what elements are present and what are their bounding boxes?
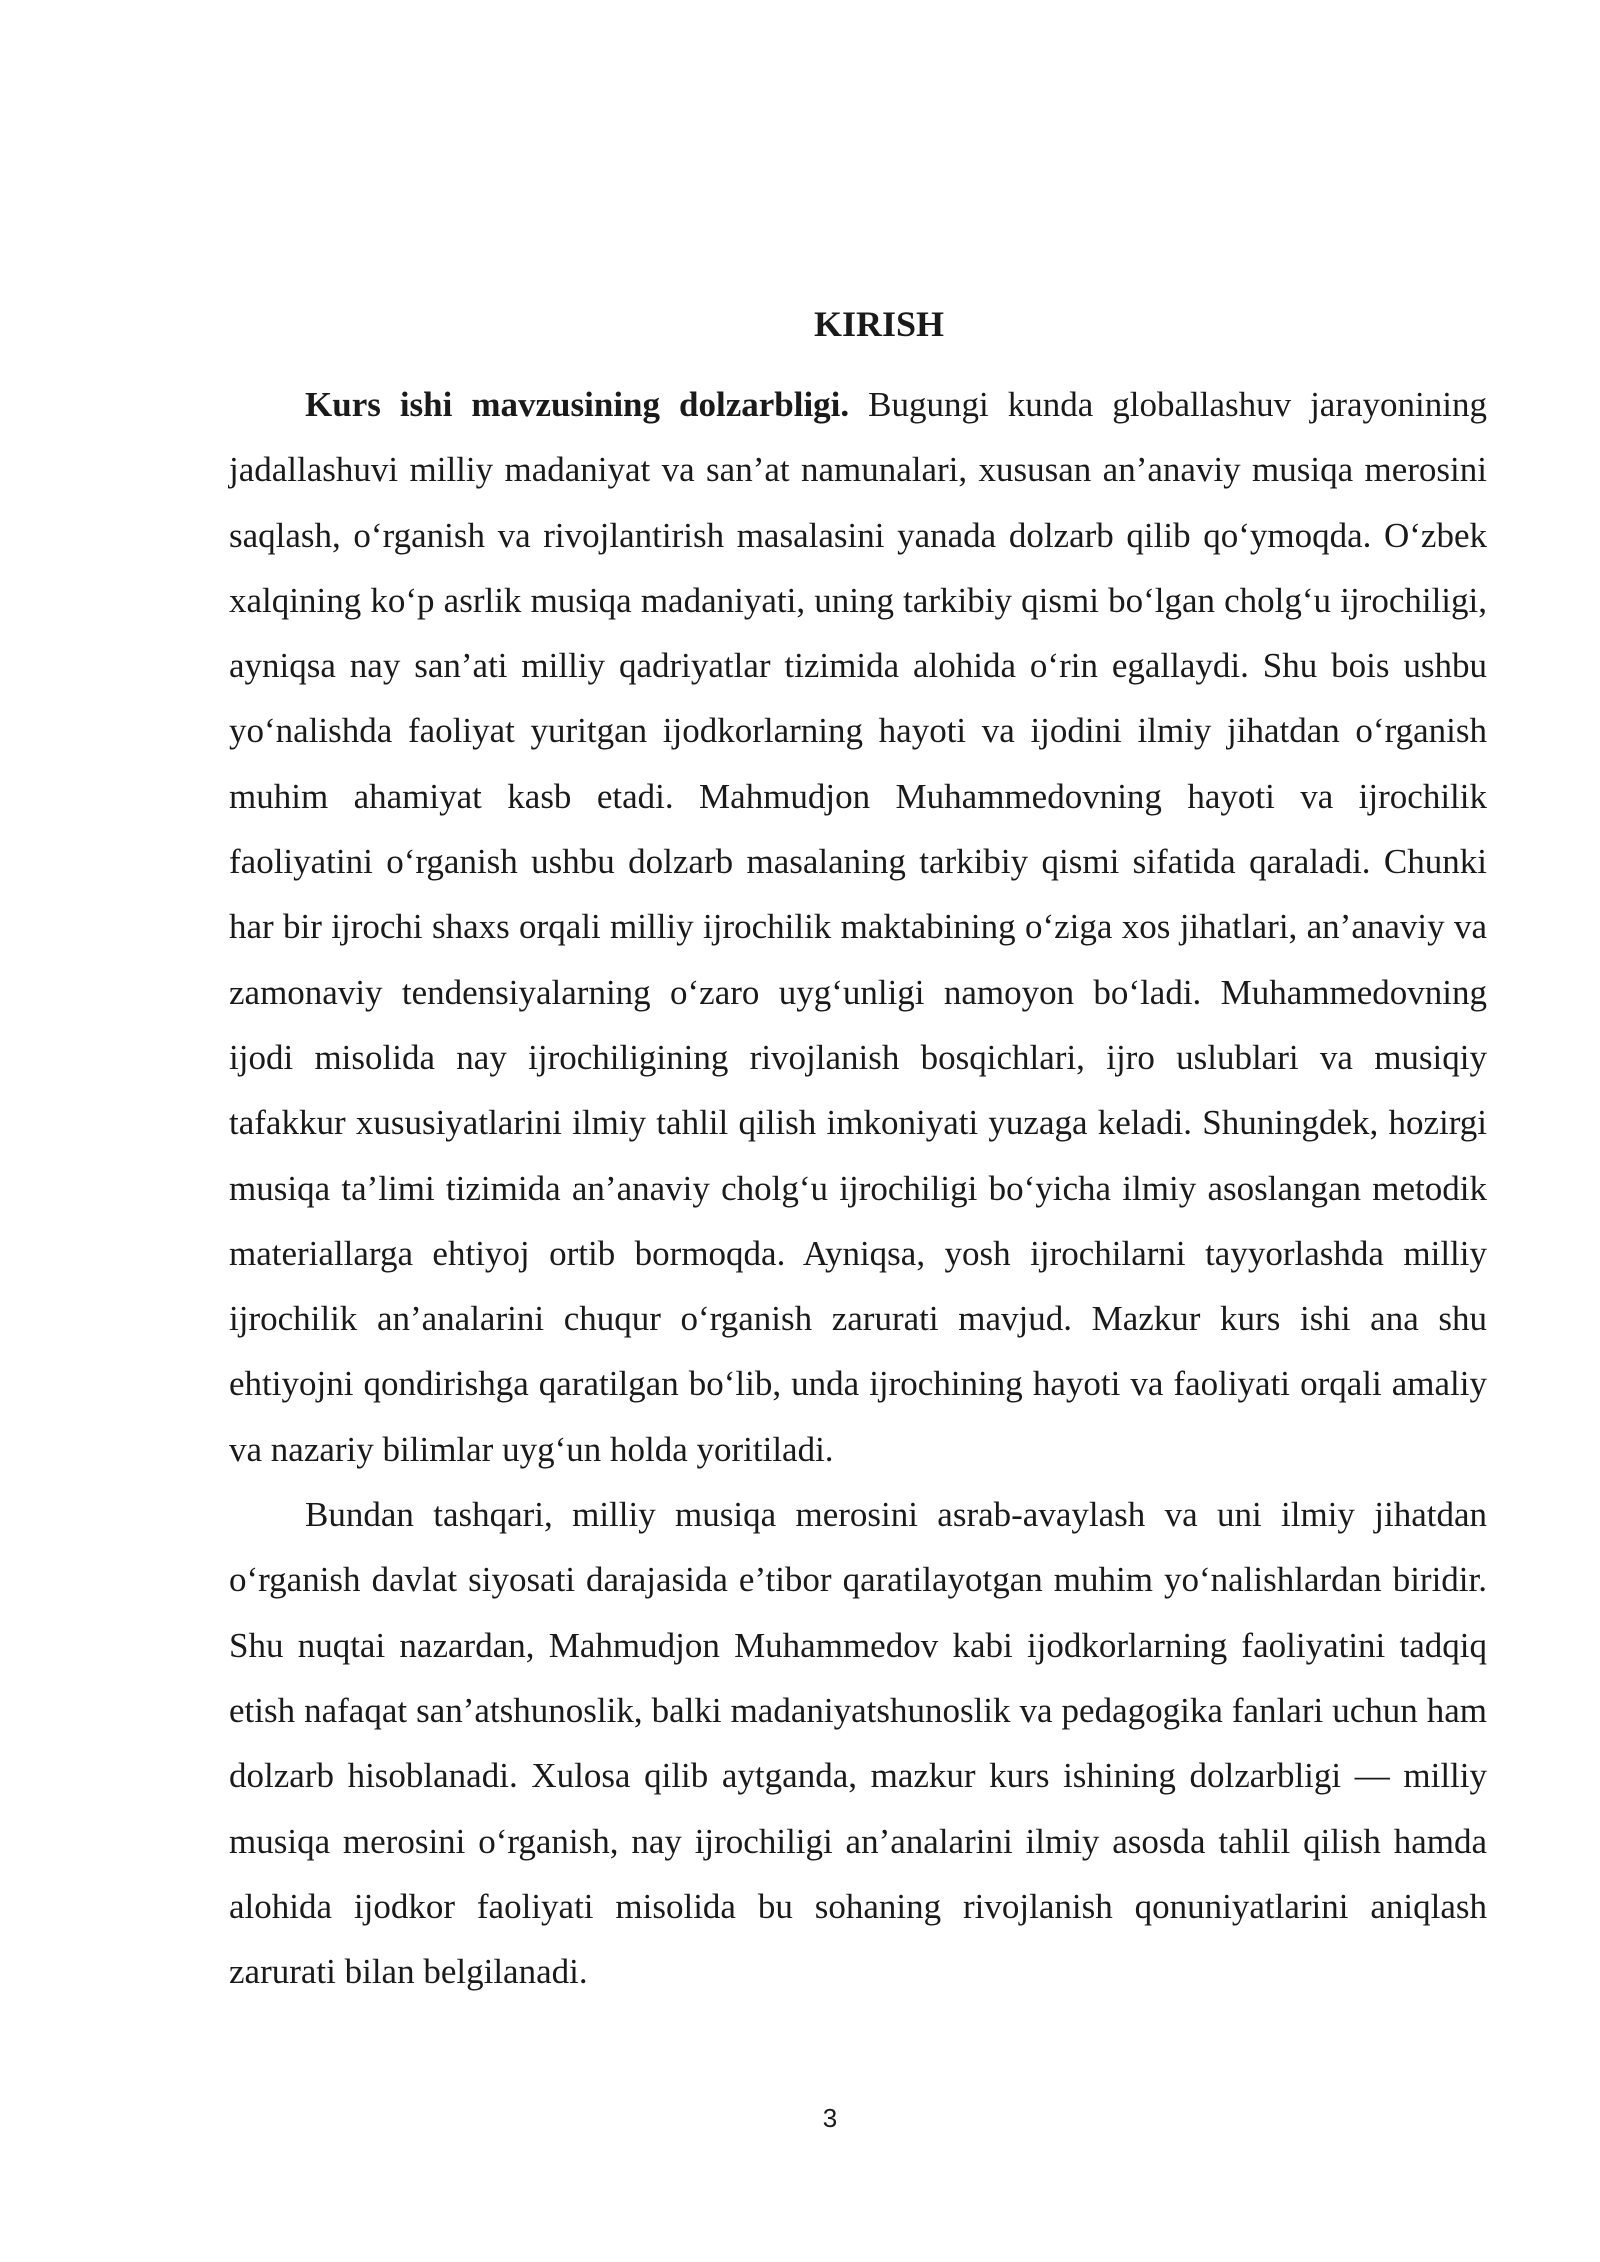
page-content: [229, 300, 1487, 2004]
paragraph-text: Bundan tashqari, milliy musiqa merosini asrab-avaylash va uni ilmiy jihatdan o‘rganish davlat siyosati darajasida e’tibor qaratilayotgan muhim yo‘nalishlardan biridir. Shu nuqtai nazardan, Mahmudjon Muhammedov kabi ijodkorlarning faoliyatini tadqiq etish nafaqat san’atshunoslik, balki madaniyatshunoslik va pedagogika fanlari uchun ham dolzarb hisoblanadi. Xulosa qilib aytganda, mazkur kurs ishining dolzarbligi — milliy musiqa merosini o‘rganish, nay ijrochiligi an’analarini ilmiy asosda tahlil qilish hamda alohida ijodkor faoliyati misolida bu sohaning rivojlanish qonuniyatlarini aniqlash zarurati bilan belgilanadi.: [229, 1495, 1487, 1992]
paragraph-additional: [229, 1482, 1487, 2004]
paragraph-text: Bugungi kunda globallashuv jarayonining jadallashuvi milliy madaniyat va san’at namunalari, xususan an’anaviy musiqa merosini saqlash, o‘rganish va rivojlantirish masalasini yanada dolzarb qilib qo‘ymoqda. O‘zbek xalqining ko‘p asrlik musiqa madaniyati, uning tarkibiy qismi bo‘lgan cholg‘u ijrochiligi, ayniqsa nay san’ati milliy qadriyatlar tizimida alohida o‘rin egallaydi. Shu bois ushbu yo‘nalishda faoliyat yuritgan ijodkorlarning hayoti va ijodini ilmiy jihatdan o‘rganish muhim ahamiyat kasb etadi. Mahmudjon Muhammedovning hayoti va ijrochilik faoliyatini o‘rganish ushbu dolzarb masalaning tarkibiy qismi sifatida qaraladi. Chunki har bir ijrochi shaxs orqali milliy ijrochilik maktabining o‘ziga xos jihatlari, an’anaviy va zamonaviy tendensiyalarning o‘zaro uyg‘unligi namoyon bo‘ladi. Muhammedovning ijodi misolida nay ijrochiligining rivojlanish bosqichlari, ijro uslublari va musiqiy tafakkur xususiyatlarini ilmiy tahlil qilish imkoniyati yuzaga keladi. Shuningdek, hozirgi musiqa ta’limi tizimida an’anaviy cholg‘u ijrochiligi bo‘yicha ilmiy asoslangan metodik materiallarga ehtiyoj ortib bormoqda. Ayniqsa, yosh ijrochilarni tayyorlashda milliy ijrochilik an’analarini chuqur o‘rganish zarurati mavjud. Mazkur kurs ishi ana shu ehtiyojni qondirishga qaratilgan bo‘lib, unda ijrochining hayoti va faoliyati orqali amaliy va nazariy bilimlar uyg‘un holda yoritiladi.: [229, 385, 1487, 1469]
section-title: KIRISH: [813, 304, 945, 344]
paragraph-relevance: [229, 372, 1487, 1482]
paragraph-lead-heading: Kurs ishi mavzusining dolzarbligi.: [305, 385, 850, 424]
page-number: 3: [822, 2103, 838, 2133]
